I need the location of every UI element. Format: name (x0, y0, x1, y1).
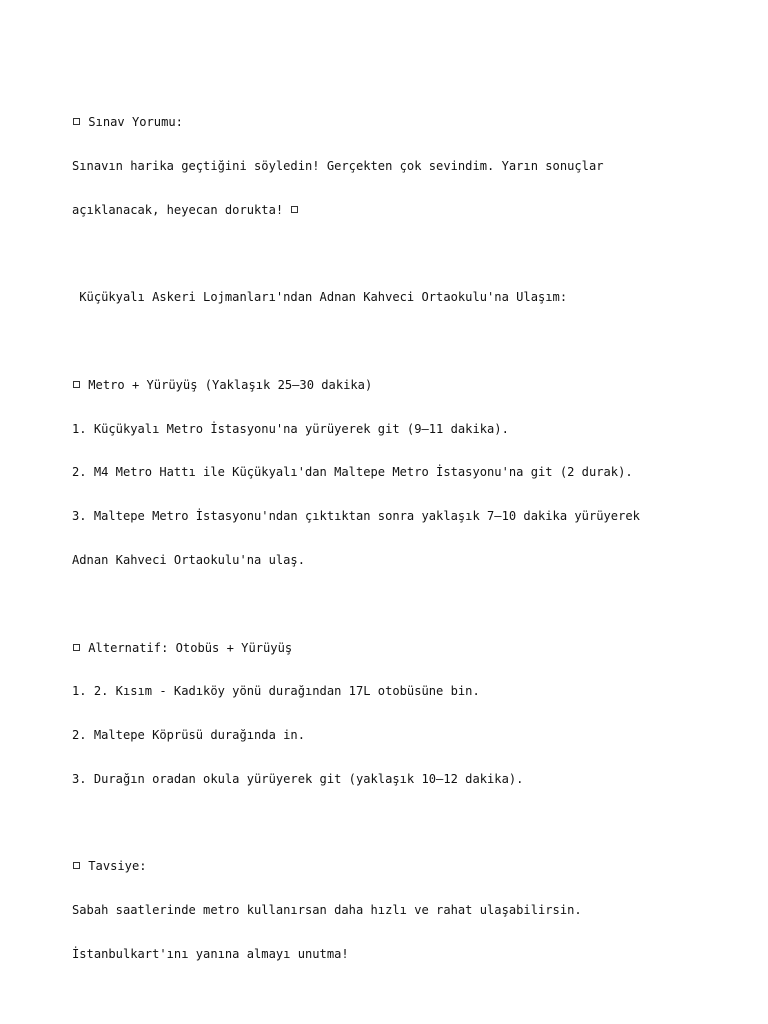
metro-step: Adnan Kahveci Ortaokulu'na ulaş. (72, 553, 305, 567)
exam-text-line-1: Sınavın harika geçtiğini söyledin! Gerçekten çok sevindim. Yarın sonuçlar (72, 158, 604, 173)
missing-glyph-icon (73, 381, 80, 388)
missing-glyph-icon (73, 644, 80, 651)
advice-heading-line (72, 859, 732, 874)
metro-step: 2. M4 Metro Hattı ile Küçükyalı'dan Maltepe Metro İstasyonu'na git (2 durak). (72, 465, 633, 480)
document-body (72, 86, 732, 976)
advice-text-line-2: İstanbulkart'ını yanına almayı unutma! (72, 947, 349, 962)
bus-heading: Alternatif: Otobüs + Yürüyüş (88, 640, 293, 655)
spacer (72, 597, 732, 612)
missing-glyph-icon (73, 862, 80, 869)
missing-glyph-icon (291, 206, 298, 213)
bus-step: 3. Durağın oradan okula yürüyerek git (yaklaşık 10–12 dakika). (72, 771, 524, 786)
spacer (72, 247, 732, 262)
bus-heading-line (72, 641, 732, 656)
bus-step: 1. 2. Kısım - Kadıköy yönü durağından 17L otobüsüne bin. (72, 684, 480, 699)
metro-heading: Metro + Yürüyüş (Yaklaşık 25–30 dakika) (88, 377, 373, 392)
advice-heading: Tavsiye: (88, 859, 147, 874)
metro-step: 1. Küçükyalı Metro İstasyonu'na yürüyerek git (9–11 dakika). (72, 421, 509, 436)
route-title: Küçükyalı Askeri Lojmanları'ndan Adnan Kahveci Ortaokulu'na Ulaşım: (72, 290, 568, 305)
exam-text-line-2-wrap (72, 203, 732, 218)
spacer (72, 334, 732, 349)
exam-heading: Sınav Yorumu: (88, 115, 183, 130)
metro-heading-line (72, 378, 732, 393)
exam-text-line-2: açıklanacak, heyecan dorukta! (72, 202, 284, 217)
spacer (72, 816, 732, 831)
missing-glyph-icon (73, 118, 80, 125)
exam-heading-line (72, 115, 732, 130)
bus-step: 2. Maltepe Köprüsü durağında in. (72, 728, 305, 743)
metro-step: 3. Maltepe Metro İstasyonu'ndan çıktıktan sonra yaklaşık 7–10 dakika yürüyerek (72, 509, 640, 524)
advice-text-line-1: Sabah saatlerinde metro kullanırsan daha hızlı ve rahat ulaşabilirsin. (72, 903, 582, 918)
